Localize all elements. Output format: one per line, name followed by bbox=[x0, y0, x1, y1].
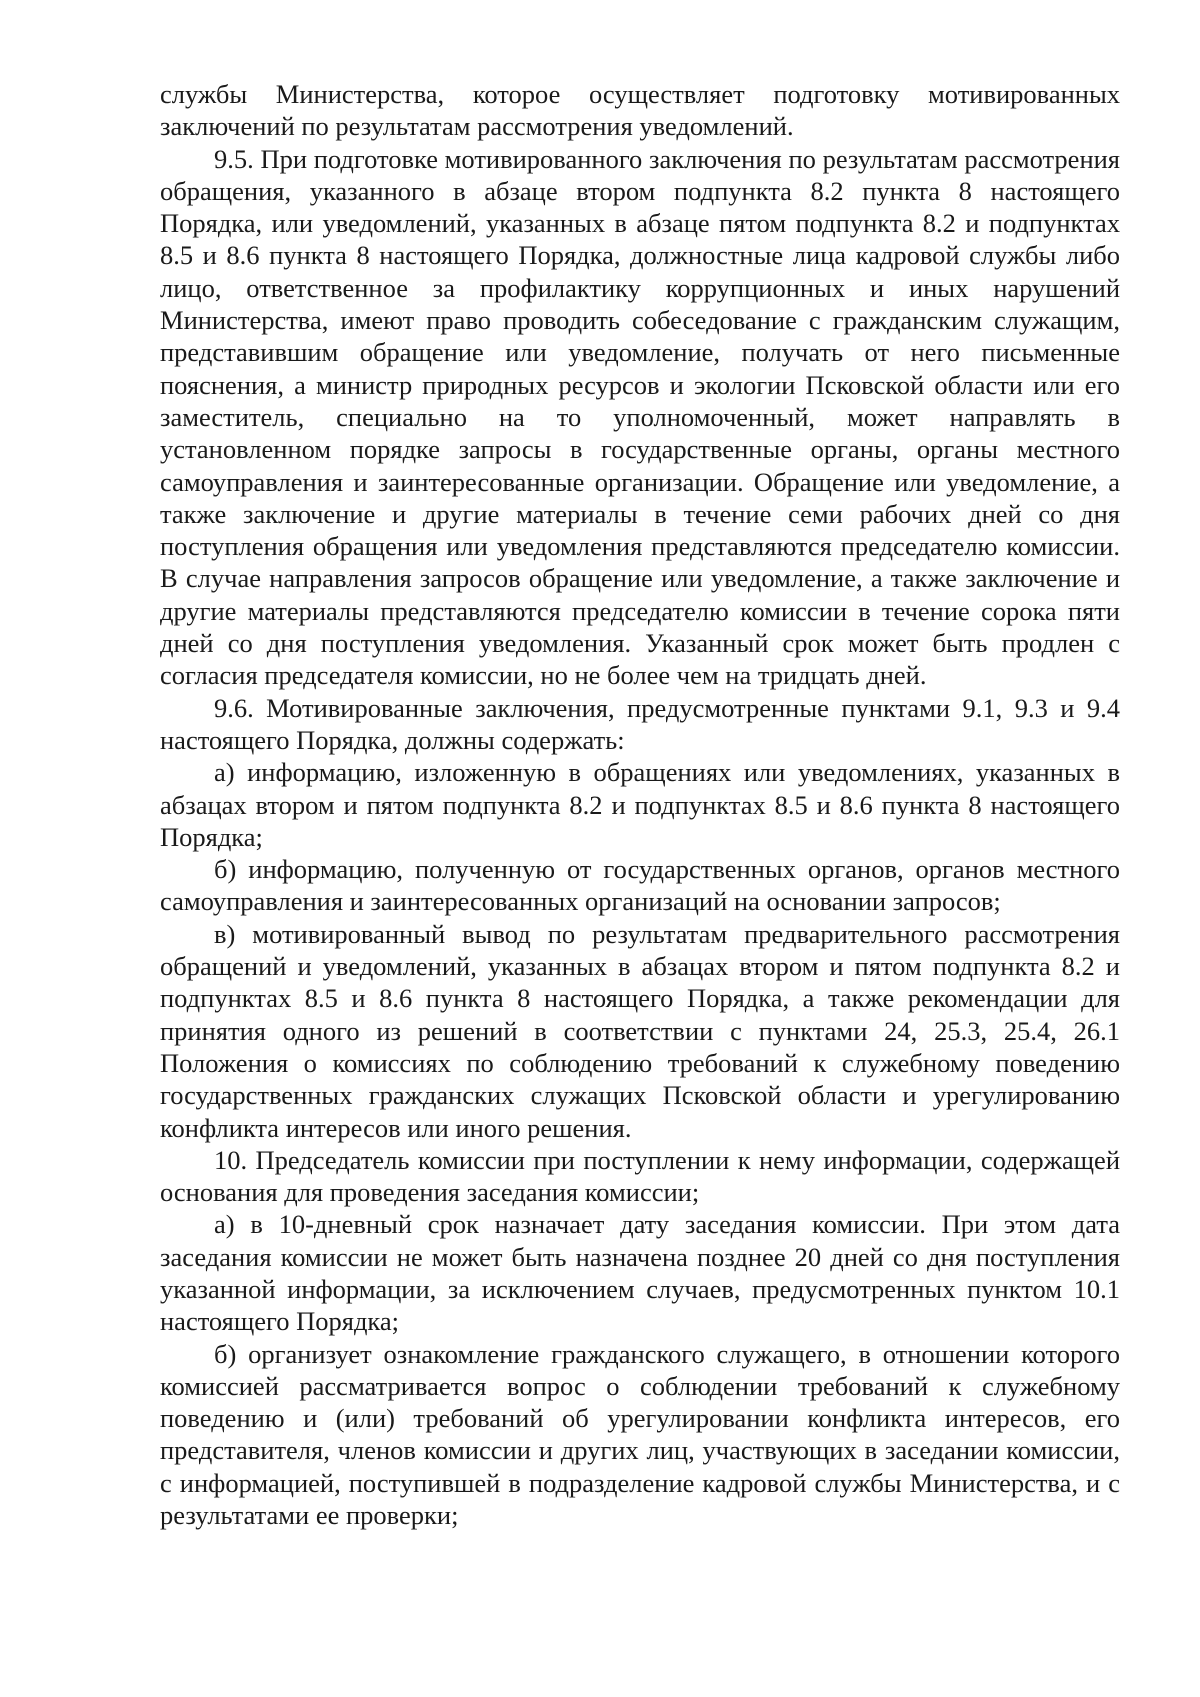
paragraph-9-5: 9.5. При подготовке мотивированного заключения по результатам рассмотрения обращения, указанного в абзаце втором подпункта 8.2 пункта 8 настоящего Порядка, или уведомлений, указанных в абзаце пятом подпункта 8.2 и подпунктах 8.5 и 8.6 пункта 8 настоящего Порядка, должностные лица кадровой службы либо лицо, ответственное за профилактику коррупционных и иных нарушений Министерства, имеют право проводить собеседование с гражданским служащим, представившим обращение или уведомление, получать от него письменные пояснения, а министр природных ресурсов и экологии Псковской области или его заместитель, специально на то уполномоченный, может направлять в установленном порядке запросы в государственные органы, органы местного самоуправления и заинтересованные организации. Обращение или уведомление, а также заключение и другие материалы в течение семи рабочих дней со дня поступления обращения или уведомления представляются председателю комиссии. В случае направления запросов обращение или уведомление, а также заключение и другие материалы представляются председателю комиссии в течение сорока пяти дней со дня поступления уведомления. Указанный срок может быть продлен с согласия председателя комиссии, но не более чем на тридцать дней. bbox=[160, 143, 1120, 691]
document-page bbox=[160, 78, 1120, 1531]
paragraph-9-6-b: б) информацию, полученную от государственных органов, органов местного самоуправления и заинтересованных организаций на основании запросов; bbox=[160, 854, 1120, 917]
paragraph-10: 10. Председатель комиссии при поступлении к нему информации, содержащей основания для проведения заседания комиссии; bbox=[160, 1144, 1120, 1208]
paragraph-9-6: 9.6. Мотивированные заключения, предусмотренные пунктами 9.1, 9.3 и 9.4 настоящего Порядка, должны содержать: bbox=[160, 692, 1120, 755]
paragraph-9-6-v: в) мотивированный вывод по результатам предварительного рассмотрения обращений и уведомлений, указанных в абзацах втором и пятом подпункта 8.2 и подпунктах 8.5 и 8.6 пункта 8 настоящего Порядка, а также рекомендации для принятия одного из решений в соответствии с пунктами 24, 25.3, 25.4, 26.1 Положения о комиссиях по соблюдению требований к служебному поведению государственных гражданских служащих Псковской области и урегулированию конфликта интересов или иного решения. bbox=[160, 918, 1120, 1143]
paragraph-9-6-a: а) информацию, изложенную в обращениях или уведомлениях, указанных в абзацах втором и пятом подпункта 8.2 и подпунктах 8.5 и 8.6 пункта 8 настоящего Порядка; bbox=[160, 757, 1120, 852]
paragraph-10-a: а) в 10-дневный срок назначает дату заседания комиссии. При этом дата заседания комиссии не может быть назначена позднее 20 дней со дня поступления указанной информации, за исключением случаев, предусмотренных пунктом 10.1 настоящего Порядка; bbox=[160, 1209, 1120, 1337]
paragraph-continuation: службы Министерства, которое осуществляет подготовку мотивированных заключений по результатам рассмотрения уведомлений. bbox=[160, 79, 1120, 142]
paragraph-10-b: б) организует ознакомление гражданского служащего, в отношении которого комиссией рассматривается вопрос о соблюдении требований к служебному поведению и (или) требований об урегулировании конфликта интересов, его представителя, членов комиссии и других лиц, участвующих в заседании комиссии, с информацией, поступившей в подразделение кадровой службы Министерства, и с результатами ее проверки; bbox=[160, 1338, 1120, 1531]
